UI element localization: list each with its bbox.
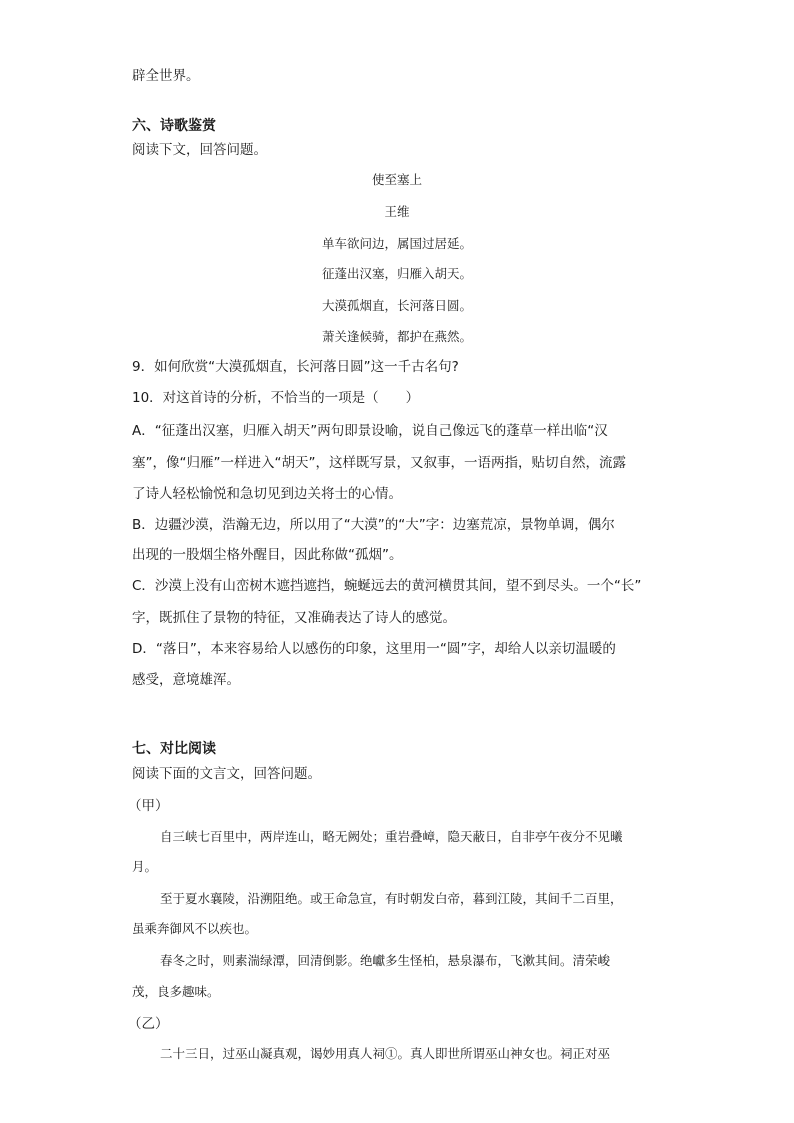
passage-jia-line: 茂，良多趣味。 xyxy=(132,984,220,999)
section-seven-title: 七、对比阅读 xyxy=(132,741,216,757)
section-six-title: 六、诗歌鉴赏 xyxy=(132,118,216,134)
passage-yi-line: 二十三日，过巫山凝真观，谒妙用真人祠①。真人即世所谓巫山神女也。祠正对巫 xyxy=(160,1046,611,1061)
poem-line: 征蓬出汉塞，归雁入胡天。 xyxy=(321,266,472,281)
option-a-line: A．“征蓬出汉塞，归雁入胡天”两句即景设喻，说自己像远飞的蓬草一样出临“汉 xyxy=(132,423,608,439)
section-seven-instruction: 阅读下面的文言文，回答问题。 xyxy=(132,766,321,782)
question-9: 9．如何欣赏“大漠孤烟直，长河落日圆”这一千古名句? xyxy=(132,359,459,375)
passage-yi-label: （乙） xyxy=(128,1016,169,1032)
poem-author: 王维 xyxy=(384,204,410,219)
option-a-line: 了诗人轻松愉悦和急切见到边关将士的心情。 xyxy=(132,486,402,502)
poem-line: 单车欲问边，属国过居延。 xyxy=(321,236,472,251)
passage-jia-line: 月。 xyxy=(132,859,158,874)
passage-jia-line: 至于夏水襄陵，沿溯阻绝。或王命急宣，有时朝发白帝，暮到江陵，其间千二百里， xyxy=(160,891,623,906)
section-six-instruction: 阅读下文，回答问题。 xyxy=(132,142,267,158)
option-b-line: B．边疆沙漠，浩瀚无边，所以用了“大漠”的“大”字：边塞荒凉，景物单调，偶尔 xyxy=(132,517,615,533)
passage-jia-line: 自三峡七百里中，两岸连山，略无阙处；重岩叠嶂，隐天蔽日，自非亭午夜分不见曦 xyxy=(160,829,623,844)
question-10: 10．对这首诗的分析，不恰当的一项是（ ） xyxy=(132,390,420,406)
poem-line: 大漠孤烟直，长河落日圆。 xyxy=(321,298,472,313)
option-d-line: D．“落日”，本来容易给人以感伤的印象，这里用一“圆”字，却给人以亲切温暖的 xyxy=(132,641,616,657)
option-c-line: 字，既抓住了景物的特征，又准确表达了诗人的感觉。 xyxy=(132,610,456,626)
option-d-line: 感受，意境雄浑。 xyxy=(132,672,240,688)
option-b-line: 出现的一股烟尘格外醒目，因此称做“孤烟”。 xyxy=(132,547,403,563)
continued-text: 辟全世界。 xyxy=(132,68,200,84)
passage-jia-line: 虽乘奔御风不以疾也。 xyxy=(132,921,258,936)
poem-line: 萧关逢候骑，都护在燕然。 xyxy=(321,329,472,344)
poem-title: 使至塞上 xyxy=(371,172,422,187)
option-c-line: C．沙漠上没有山峦树木遮挡遮挡，蜿蜒远去的黄河横贯其间，望不到尽头。一个“长” xyxy=(132,578,642,594)
passage-jia-line: 春冬之时，则素湍绿潭，回清倒影。绝巘多生怪柏，悬泉瀑布，飞漱其间。清荣峻 xyxy=(160,953,611,968)
option-a-line: 塞”，像“归雁”一样进入“胡天”，这样既写景，又叙事，一语两指，贴切自然，流露 xyxy=(132,455,626,471)
passage-jia-label: （甲） xyxy=(128,798,169,814)
